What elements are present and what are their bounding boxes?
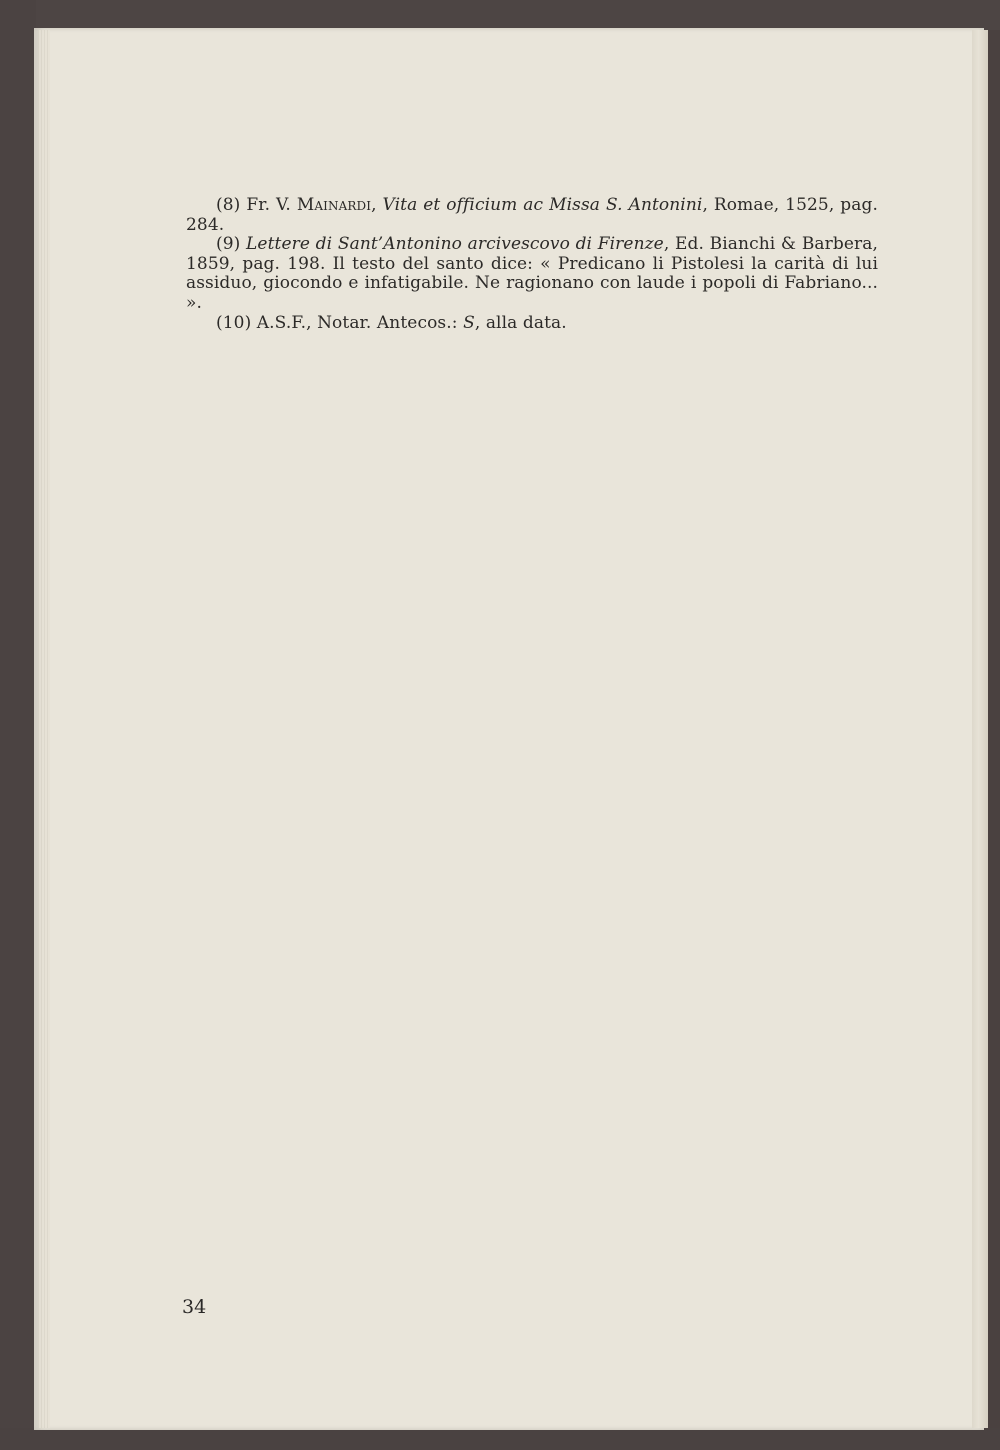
footnote-number: (8) [216, 195, 241, 215]
page-number: 34 [182, 1296, 207, 1318]
source-letter: S [463, 312, 475, 333]
footnote-9 [186, 235, 878, 313]
footnote-number: (9) [216, 234, 241, 255]
footnote-text: , alla data. [474, 312, 567, 333]
footnote-number: (10) [216, 312, 252, 333]
page-stack-edges [38, 30, 50, 1428]
work-title: Lettere di Sant’Antonino arcivescovo di Firenze [246, 234, 664, 255]
footnote-text: , [371, 195, 383, 215]
footnote-8 [186, 196, 878, 235]
footnotes [186, 196, 878, 333]
book-cover-bottom [0, 1428, 1000, 1450]
work-title: Vita et officium ac Missa S. Antonini [382, 195, 703, 215]
book-cover-top [0, 0, 1000, 30]
footnote-text: A.S.F., Notar. Antecos.: [251, 312, 464, 333]
footnote-text: Fr. V. [240, 195, 297, 215]
page-right-edge [972, 30, 988, 1428]
footnote-text: , Ed. Bianchi & Barbera, 1859, pag. 198. Il testo del santo dice: « Predicano li Pistolesi la carità di lui assiduo, giocondo e infatigabile. Ne ragionano con laude i popoli di Fabriano... ». [186, 234, 878, 313]
book-cover-left [0, 0, 36, 1450]
footnote-10 [186, 314, 878, 334]
footnote-text: , Romae, 1525, pag. 284. [186, 195, 878, 235]
author-name: Mainardi [296, 195, 372, 215]
